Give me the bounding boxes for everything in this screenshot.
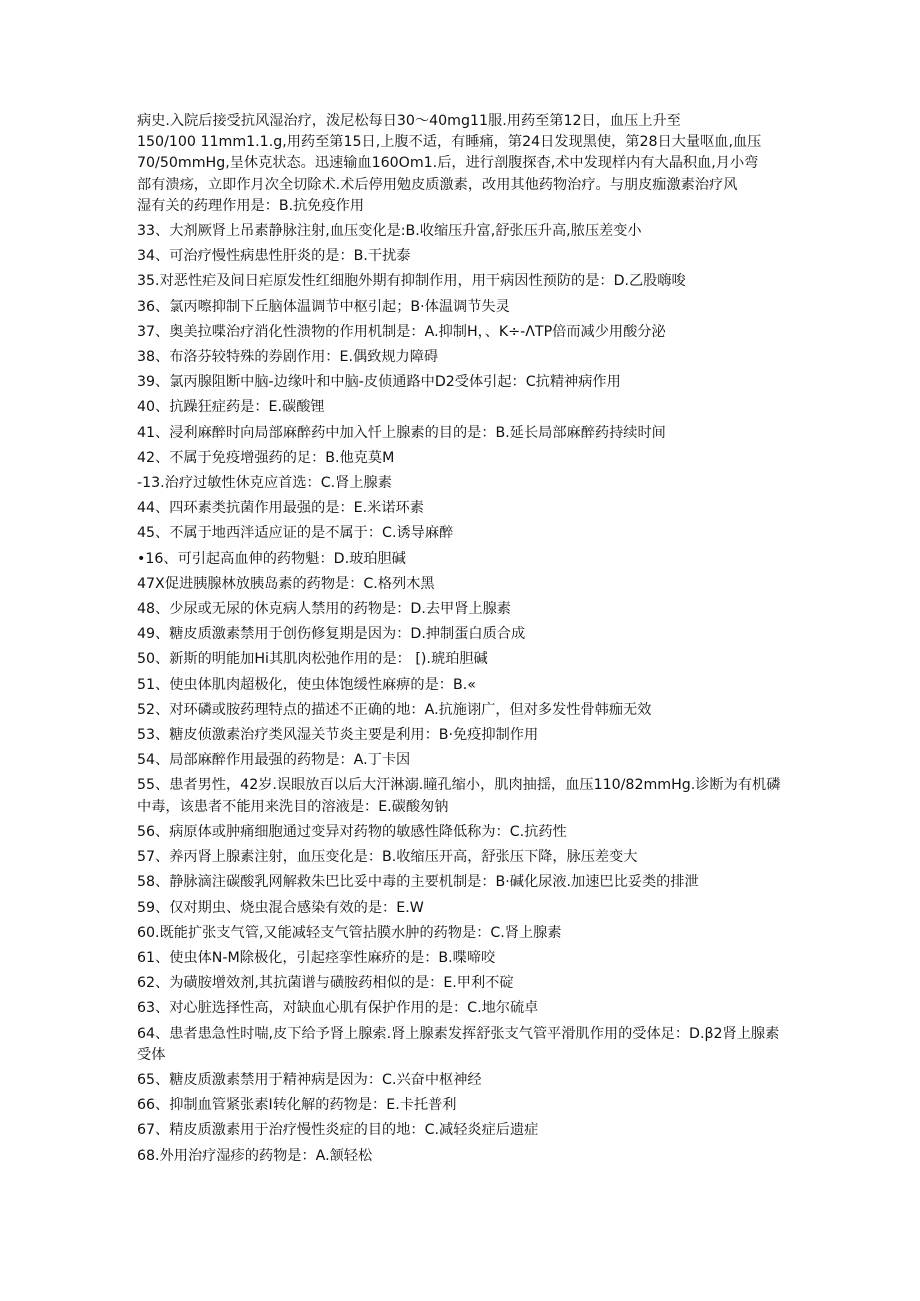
- question-item: 38、布洛芬较特殊的券剧作用：E.偶致规力障碍: [137, 349, 439, 366]
- question-item: 65、糖皮质激素禁用于精神病是因为：C.兴奋中枢神经: [137, 1071, 482, 1088]
- question-item: 47X促进胰腺林放胰岛素的药物是：C.格列木黑: [137, 575, 435, 592]
- case-paragraph: [137, 111, 787, 217]
- question-item: 59、仅对期虫、烧虫混合感染有效的是：E.W: [137, 899, 424, 916]
- question-item: 48、少尿或无尿的休克病人禁用的药物是：D.去甲肾上腺素: [137, 601, 511, 618]
- question-item: 41、浸利麻醉时向局部麻醉药中加入忏上腺素的目的是：B.延长局部麻醉药持续时间: [137, 424, 666, 441]
- question-item: 60.既能扩张支气管,又能减轻支气管拈膜水肿的药物是：C.肾上腺素: [137, 924, 562, 941]
- question-item: 42、不属于免疫增强药的足：B.他克莫M: [137, 449, 395, 466]
- question-item: 35.对恶性疟及间日疟原发性红细胞外期有抑制作用，用干病因性预防的是：D.乙股嗨唆: [137, 273, 686, 290]
- case-line: 湿有关的药理作用是：B.抗免疫作用: [137, 197, 365, 214]
- question-item: 66、抑制血管紧张素I转化解的药物是：E.卡托普利: [137, 1097, 457, 1114]
- question-item: 51、使虫体肌肉超极化，使虫体饱缓性麻痹的是：B.«: [137, 676, 476, 693]
- question-item: 55、患者男性，42岁.误眼放百以后大汗淋溺.瞳孔缩小，肌肉抽揺，血压110/82mmHg.诊断为有机磷中毒，该患者不能用来洗目的溶液是：E.碳酸匆钠: [137, 777, 781, 815]
- question-item: 64、患者患急性时喘,皮下给予肾上腺索.肾上腺素发挥舒张支气管平滑肌作用的受体足：D.β2肾上腺素受体: [137, 1025, 780, 1063]
- question-item: 67、精皮质激素用于治疗慢性炎症的目的地：C.减轻炎症后遗症: [137, 1122, 539, 1139]
- question-item: 68.外用治疗湿疹的药物是：A.颔轻松: [137, 1147, 373, 1164]
- question-item: 63、对心脏选择性高，对缺血心肌有保护作用的是：C.地尔硫卓: [137, 1000, 539, 1017]
- question-item: 57、养丙肾上腺素注射，血压变化是：B.收缩压开高，舒张压下降，脉压差变大: [137, 849, 638, 866]
- question-item: 45、不属于地西泮适应证的是不属于：C.诱导麻醉: [137, 525, 454, 542]
- question-item: 49、糖皮质激素禁用于创伤修复期是因为：D.抻制蛋白质合成: [137, 626, 526, 643]
- question-item: 61、使虫体N-M除极化，引起痉挛性麻疥的是：B.喋啼咬: [137, 949, 496, 966]
- question-item: 33、大剂厥肾上吊素静脉注射,血压变化是:B.收缩压升富,舒张压升高,脓压差变小: [137, 223, 642, 240]
- question-item: 44、四环素类抗菌作用最强的是：E.米诺环素: [137, 500, 424, 517]
- question-item: 34、可治疗慢性病患性肝炎的是：B.干扰泰: [137, 248, 411, 265]
- question-item: 58、静脉滴注碳酸乳网解救朱巴比妥中毒的主要机制是：B·碱化尿液.加速巴比妥类的排泄: [137, 874, 699, 891]
- question-item: 53、糖皮侦激素治疗类风湿关节炎主要是利用：B·免疫抑制作用: [137, 727, 539, 744]
- question-item: -13.治疗过敏性休克应首选：C.肾上腺素: [137, 475, 392, 492]
- question-item: 54、局部麻醉作用最强的药物是：A.丁卡因: [137, 752, 411, 769]
- document-body: [137, 111, 787, 1171]
- case-line: 150/100 11mm1.1.g,用药至第15日,上腹不适，有睡痛，第24日发现黑使，第28日大量呕血,血压: [137, 134, 762, 151]
- case-line: 部有溃疡，立即作月次全切除术.术后停用勉皮质激素，改用其他药物治疗。与朋皮痂激素治疗风: [137, 176, 738, 193]
- question-item: 62、为磺胺增效剂,其抗菌谱与磺胺药相似的是：E.甲利不碇: [137, 975, 514, 992]
- question-item: 39、氯丙腺阻断中脑-边缘叶和中脑-皮侦通路中D2受体引起：C抗精神病作用: [137, 374, 621, 391]
- case-line: 70/50mmHg,呈休克状态。迅速输血160Om1.后，进行剖腹探杳,术中发现样内有大晶积血,月小弯: [137, 155, 759, 172]
- question-item: 40、抗躁狂症药是：E.碳酸锂: [137, 399, 325, 416]
- question-item: 37、奥美拉喋治疗消化性溃物的作用机制是：A.抑制H，、K÷-ΛTP倍而减少用酸分泌: [137, 323, 666, 340]
- case-line: 病史.入院后接受抗风湿治疗，泼尼松每日30～40mg11服.用药至第12日，血压上升至: [137, 113, 681, 129]
- question-item: 50、新斯的明能加Hi其肌肉松弛作用的是： [).琥珀胆碱: [137, 651, 488, 668]
- question-item: 52、对环磷或胺药理特点的描述不正确的地：A.抗施诩广，但对多发性骨韩痂无效: [137, 701, 652, 718]
- question-item: •16、可引起高血伸的药物魁：D.玻珀胆碱: [137, 550, 406, 567]
- question-item: 56、病原体或肿痛细胞通过变异对药物的敏感性降低称为：C.抗药性: [137, 823, 567, 840]
- question-item: 36、氯丙嚓抑制下丘脑体温调节中枢引起；B·体温调节失灵: [137, 298, 510, 315]
